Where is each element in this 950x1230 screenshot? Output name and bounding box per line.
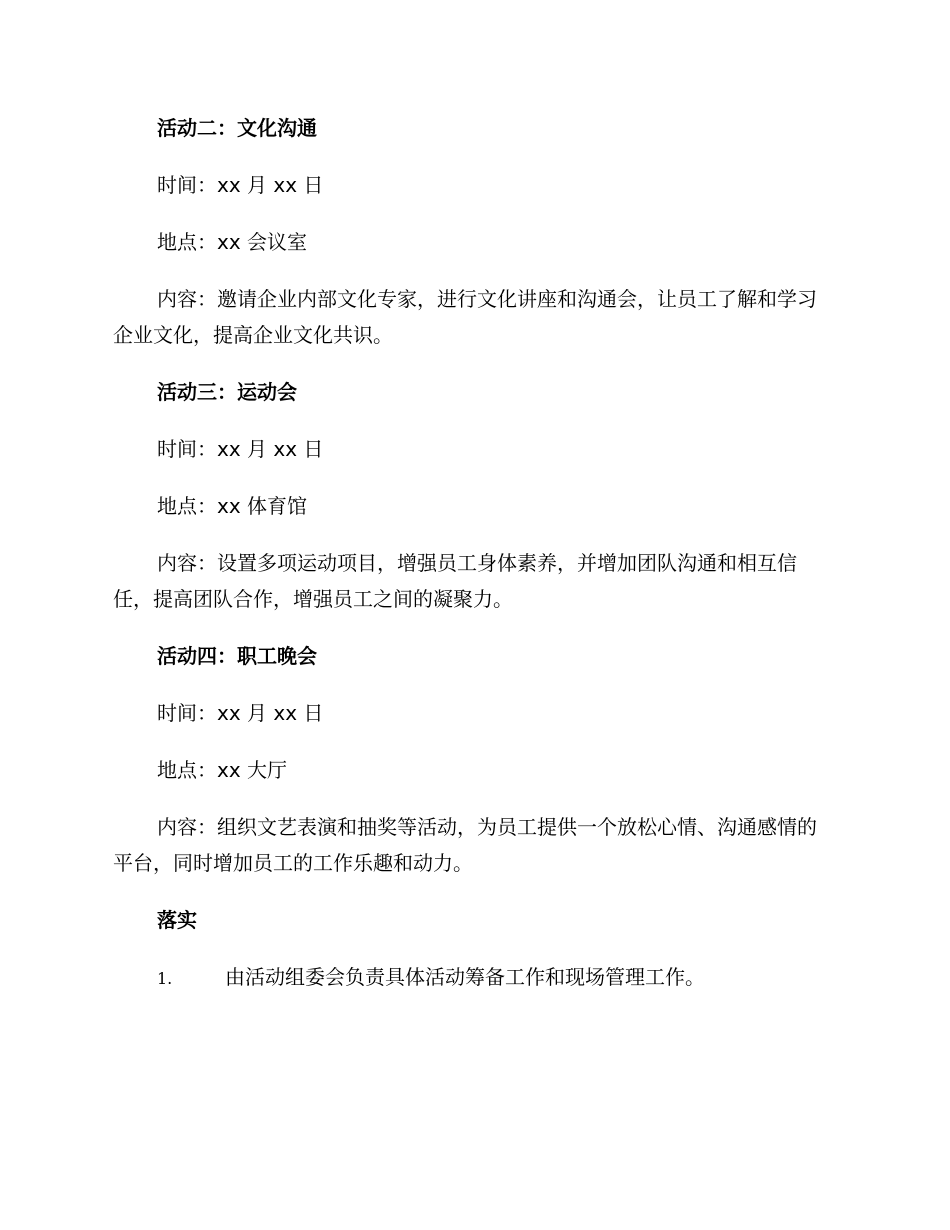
document-body [113,110,833,997]
list-item [113,959,833,997]
activity-section-4 [113,638,833,881]
list-item-number: 1. [157,969,173,988]
activity-section-2 [113,110,833,353]
activity-section-3 [113,374,833,617]
activity-time: 时间：xx 月 xx 日 [157,437,324,461]
activity-content: 内容：邀请企业内部文化专家，进行文化讲座和沟通会，让员工了解和学习企业文化，提高企业文化共识。 [113,287,817,347]
section-heading: 活动四：职工晚会 [157,644,317,668]
list-item-text: 由活动组委会负责具体活动筹备工作和现场管理工作。 [225,965,705,989]
activity-place: 地点：xx 大厅 [157,758,288,782]
activity-place: 地点：xx 会议室 [157,230,308,254]
section-heading: 活动三：运动会 [157,380,297,404]
section-heading: 落实 [157,908,197,932]
implementation-section [113,902,833,997]
activity-content: 内容：组织文艺表演和抽奖等活动，为员工提供一个放松心情、沟通感情的平台，同时增加员工的工作乐趣和动力。 [113,815,817,875]
activity-time: 时间：xx 月 xx 日 [157,173,324,197]
activity-place: 地点：xx 体育馆 [157,494,308,518]
activity-content: 内容：设置多项运动项目，增强员工身体素养，并增加团队沟通和相互信任，提高团队合作，增强员工之间的凝聚力。 [113,551,797,611]
section-heading: 活动二：文化沟通 [157,116,317,140]
activity-time: 时间：xx 月 xx 日 [157,701,324,725]
